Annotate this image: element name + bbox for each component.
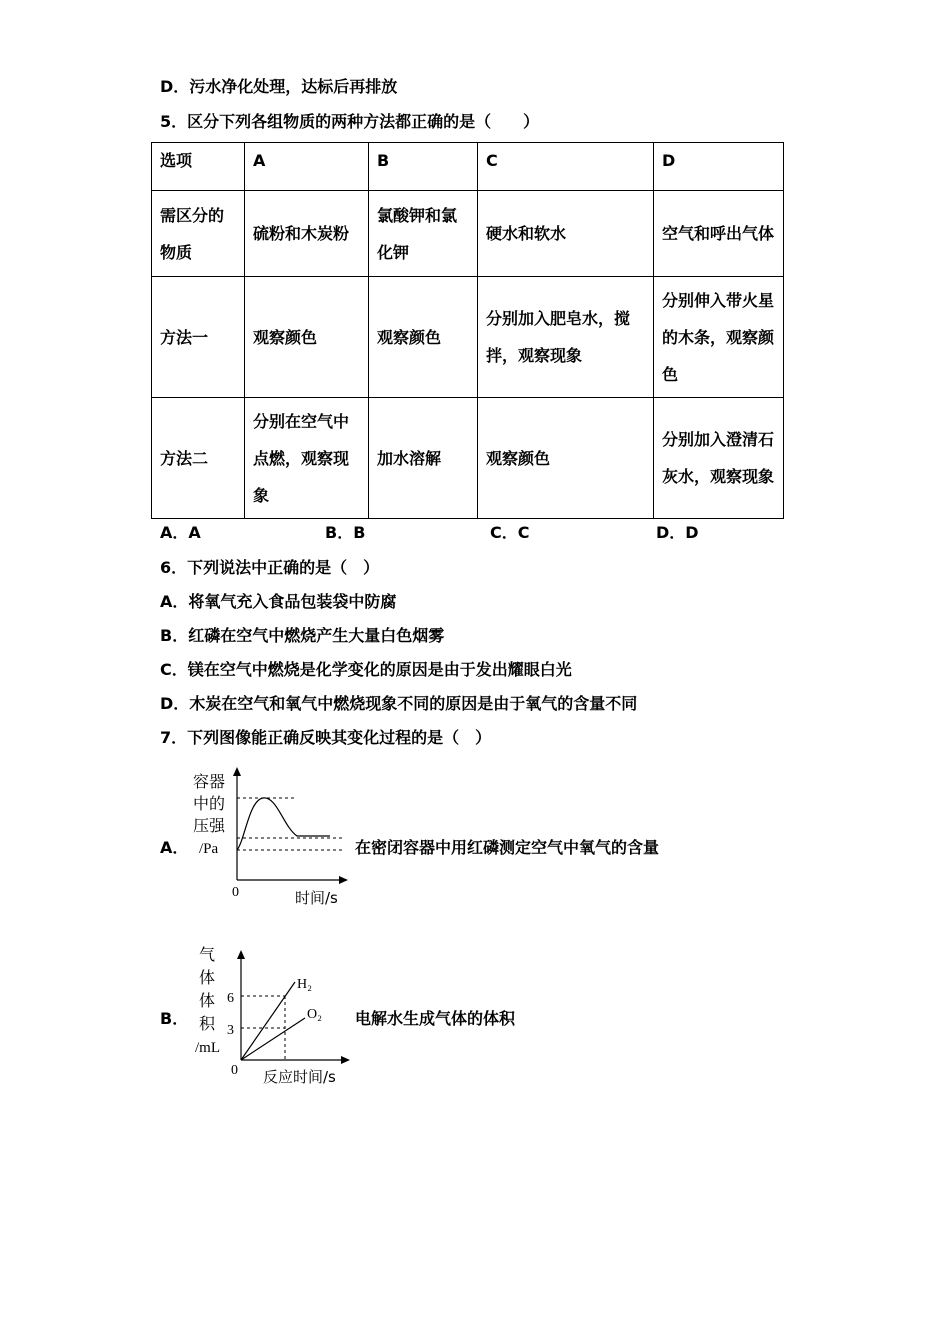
table-cell: C: [478, 143, 654, 191]
y-axis-label-4: 积: [199, 1014, 216, 1033]
table-cell: D: [654, 143, 784, 191]
origin-label: 0: [232, 885, 239, 900]
q6-stem: 6．下列说法中正确的是（ ）: [160, 558, 380, 577]
q4-option-d: D．污水净化处理，达标后再排放: [160, 77, 398, 96]
table-row: [152, 277, 784, 398]
y-axis-label-1: 容器: [193, 772, 226, 791]
q7-option-b-caption: 电解水生成气体的体积: [355, 1009, 516, 1028]
q7-stem: 7．下列图像能正确反映其变化过程的是（ ）: [160, 728, 492, 747]
origin-label: 0: [231, 1063, 238, 1078]
q6-option-c: C．镁在空气中燃烧是化学变化的原因是由于发出耀眼白光: [160, 660, 572, 679]
q5-option-d: D．D: [656, 523, 699, 542]
pressure-chart: [185, 760, 355, 910]
y-axis-arrow-icon: [237, 950, 245, 959]
table-cell: 观察颜色: [245, 277, 369, 398]
pressure-curve: [237, 798, 330, 850]
x-axis-label: 时间/s: [295, 889, 338, 907]
y-axis-label-3: 体: [199, 991, 216, 1010]
x-axis-label: 反应时间/s: [263, 1068, 336, 1086]
table-cell: 硫粉和木炭粉: [245, 191, 369, 277]
y-axis-label-2: 体: [199, 968, 216, 987]
y-axis-arrow-icon: [233, 767, 241, 776]
q7-option-a-label: A．: [160, 838, 189, 857]
table-row: [152, 191, 784, 277]
q6-option-d: D．木炭在空气和氧气中燃烧现象不同的原因是由于氧气的含量不同: [160, 694, 638, 713]
x-axis-arrow-icon: [341, 1056, 350, 1064]
y-axis-label-2: 中的: [193, 794, 226, 813]
table-cell: 硬水和软水: [478, 191, 654, 277]
table-cell: 选项: [152, 143, 245, 191]
q5-option-b: B．B: [325, 523, 366, 542]
table-cell: 观察颜色: [369, 277, 478, 398]
h2-label: H₂: [297, 977, 312, 992]
table-cell: 观察颜色: [478, 398, 654, 519]
x-axis-arrow-icon: [339, 876, 348, 884]
table-row: [152, 143, 784, 191]
q6-option-a: A．将氧气充入食品包装袋中防腐: [160, 592, 397, 611]
electrolysis-chart: [185, 940, 360, 1088]
y-axis-label-3: 压强: [193, 816, 226, 835]
q5-option-c: C．C: [490, 523, 530, 542]
y-tick-6: 6: [227, 991, 234, 1006]
table-cell: A: [245, 143, 369, 191]
y-axis-label-1: 气: [199, 945, 216, 964]
table-cell: B: [369, 143, 478, 191]
table-cell: 分别加入澄清石灰水，观察现象: [654, 398, 784, 519]
y-tick-3: 3: [227, 1023, 234, 1038]
y-axis-label-4: /Pa: [199, 841, 219, 857]
table-cell: 氯酸钾和氯化钾: [369, 191, 478, 277]
q7-option-a-caption: 在密闭容器中用红磷测定空气中氧气的含量: [355, 838, 660, 857]
h2-line: [241, 982, 295, 1060]
table-cell: 空气和呼出气体: [654, 191, 784, 277]
y-axis-label-5: /mL: [195, 1040, 220, 1056]
table-cell: 分别在空气中点燃，观察现象: [245, 398, 369, 519]
q6-option-b: B．红磷在空气中燃烧产生大量白色烟雾: [160, 626, 445, 645]
table-cell: 方法一: [152, 277, 245, 398]
table-cell: 需区分的物质: [152, 191, 245, 277]
o2-label: O₂: [307, 1007, 322, 1022]
table-cell: 方法二: [152, 398, 245, 519]
o2-line: [241, 1018, 305, 1060]
q5-table: [151, 142, 784, 519]
q7-option-b-label: B．: [160, 1009, 189, 1028]
q5-option-a: A．A: [160, 523, 201, 542]
q5-stem: 5．区分下列各组物质的两种方法都正确的是（ ）: [160, 112, 540, 131]
table-cell: 加水溶解: [369, 398, 478, 519]
table-cell: 分别伸入带火星的木条，观察颜色: [654, 277, 784, 398]
table-cell: 分别加入肥皂水，搅拌，观察现象: [478, 277, 654, 398]
table-row: [152, 398, 784, 519]
